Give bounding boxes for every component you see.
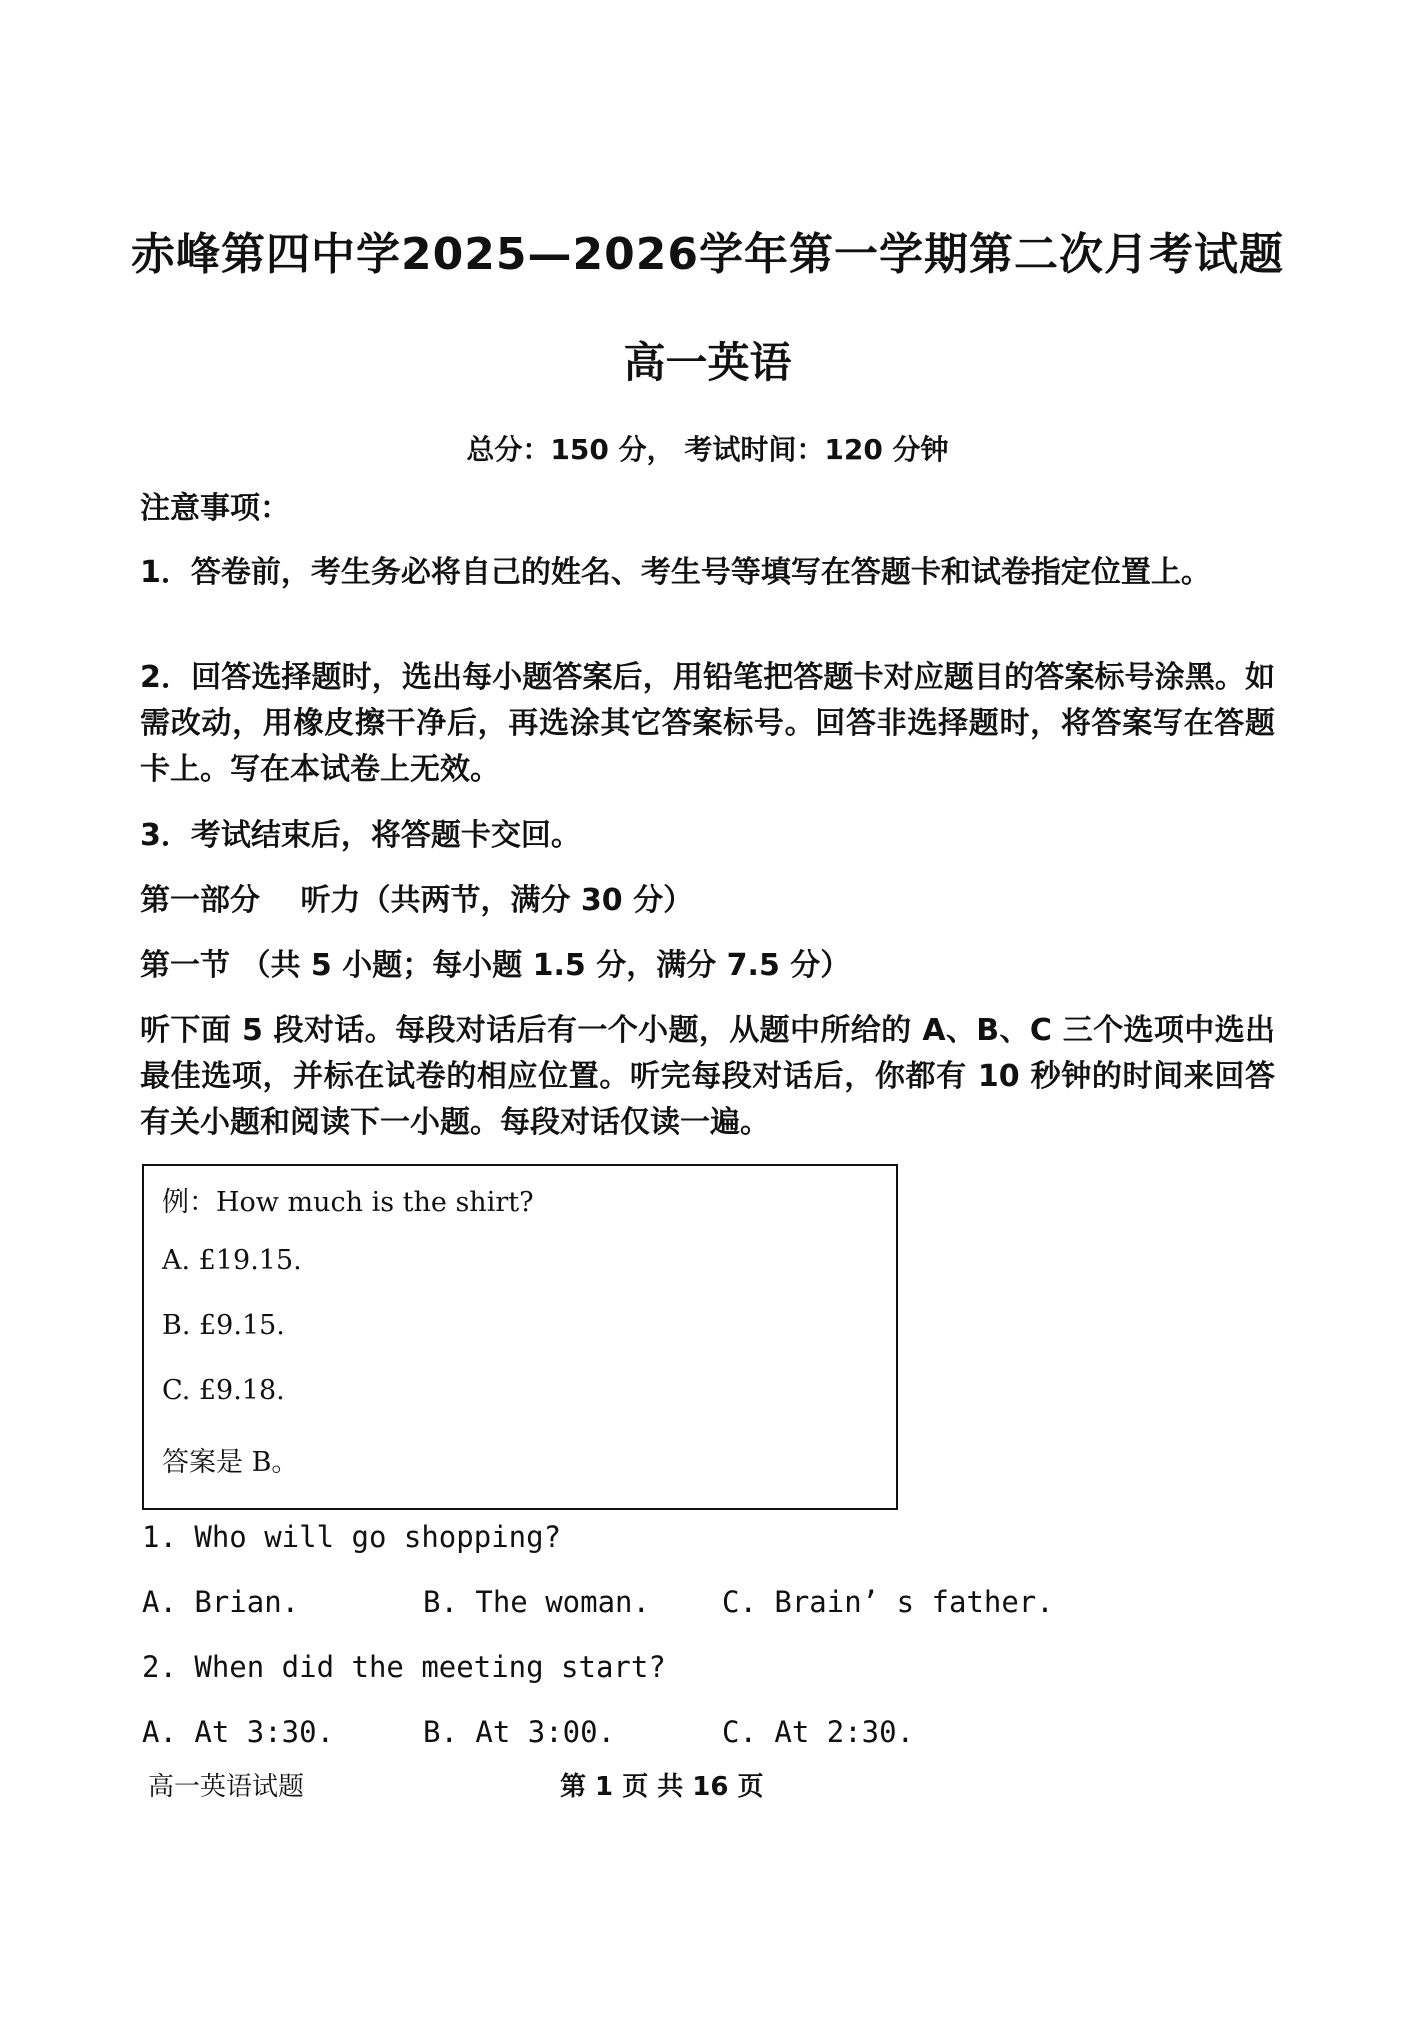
footer-page-number: 第 1 页 共 16 页 bbox=[560, 1772, 764, 1802]
exam-subject: 高一英语 bbox=[623, 338, 792, 387]
question-1-option-a: A. Brian. bbox=[142, 1585, 300, 1619]
question-1-option-b: B. The woman. bbox=[423, 1585, 650, 1619]
exam-title: 赤峰第四中学2025—2026学年第一学期第二次月考试题 bbox=[131, 229, 1284, 280]
question-2-option-b: B. At 3:00. bbox=[423, 1715, 616, 1749]
example-box bbox=[142, 1164, 898, 1510]
section1-heading: 第一节 （共 5 小题；每小题 1.5 分，满分 7.5 分） bbox=[140, 948, 851, 983]
example-option-b: B. £9.15. bbox=[162, 1310, 285, 1341]
question-2-option-c: C. At 2:30. bbox=[722, 1715, 915, 1749]
exam-meta: 总分：150 分， 考试时间：120 分钟 bbox=[466, 433, 949, 466]
question-2-stem: 2. When did the meeting start? bbox=[142, 1650, 666, 1684]
question-1-option-c: C. Brain’ s father. bbox=[722, 1585, 1054, 1619]
part1-heading: 第一部分 听力（共两节，满分 30 分） bbox=[140, 883, 694, 918]
notice-item-3: 3．考试结束后，将答题卡交回。 bbox=[140, 818, 581, 853]
section1-instructions: 听下面 5 段对话。每段对话后有一个小题，从题中所给的 A、B、C 三个选项中选出最佳选项，并标在试卷的相应位置。听完每段对话后，你都有 10 秒钟的时间来回答有关小题和阅读下一小题。每段对话仅读一遍。 bbox=[140, 1013, 1275, 1140]
notice-item-1: 1．答卷前，考生务必将自己的姓名、考生号等填写在答题卡和试卷指定位置上。 bbox=[140, 555, 1211, 590]
question-1-stem: 1. Who will go shopping? bbox=[142, 1520, 562, 1554]
question-2-option-a: A. At 3:30. bbox=[142, 1715, 335, 1749]
example-question: 例：How much is the shirt? bbox=[162, 1187, 534, 1218]
footer-subject: 高一英语试题 bbox=[148, 1772, 305, 1802]
example-option-a: A. £19.15. bbox=[162, 1245, 302, 1276]
example-option-c: C. £9.18. bbox=[162, 1375, 285, 1406]
example-answer: 答案是 B。 bbox=[162, 1447, 299, 1478]
notice-item-2: 2．回答选择题时，选出每小题答案后，用铅笔把答题卡对应题目的答案标号涂黑。如需改动，用橡皮擦干净后，再选涂其它答案标号。回答非选择题时，将答案写在答题卡上。写在本试卷上无效。 bbox=[140, 660, 1275, 787]
notice-heading: 注意事项： bbox=[140, 491, 290, 526]
